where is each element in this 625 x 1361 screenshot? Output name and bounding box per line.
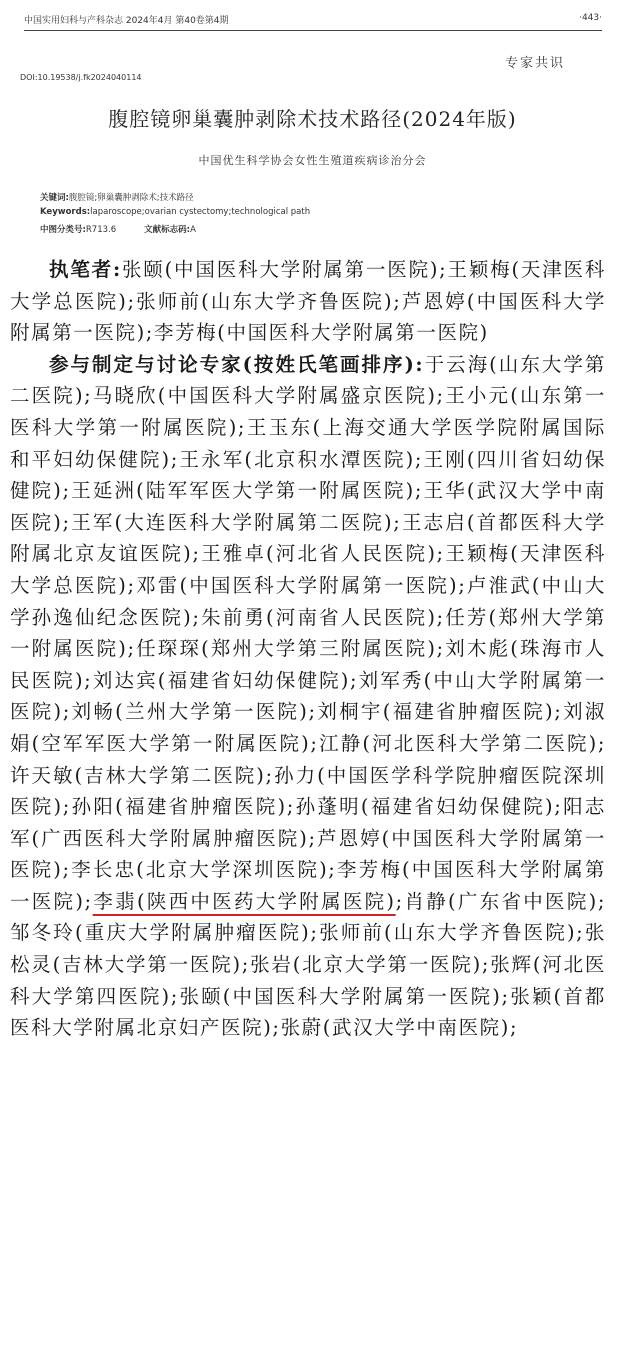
body-text [10,254,606,1044]
paper-title: 腹腔镜卵巢囊肿剥除术技术路径(2024年版) [108,107,517,131]
authors-label: 执笔者: [49,258,122,281]
highlighted-expert: 李翡(陕西中医药大学附属医院) [92,889,396,913]
authors-list: 张颐(中国医科大学附属第一医院);王颖梅(天津医科大学总医院);张师前(山东大学齐鲁医院);芦恩婷(中国医科大学附属第一医院);李芳梅(中国医科大学附属第一医院) [10,258,606,345]
doc-code-label: 文献标志码: [144,225,191,235]
page-number: ·443· [579,13,602,23]
clc-value: R713.6 [85,225,117,235]
doc-code-value: A [190,225,196,235]
authors-paragraph [10,254,606,349]
experts-list-part1: 于云海(山东大学第二医院);马晓欣(中国医科大学附属盛京医院);王小元(山东第一医科大学第一附属医院);王玉东(上海交通大学医学院附属国际和平妇幼保健院);王永军(北京积水潭医院);王刚(四川省妇幼保健院);王延洲(陆军军医大学第一附属医院);王华(武汉大学中南医院);王军(大连医科大学附属第二医院);王志启(首都医科大学附属北京友谊医院);王雅卓(河北省人民医院);王颖梅(天津医科大学总医院);邓雷(中国医科大学附属第一医院);卢淮武(中山大学孙逸仙纪念医院);朱前勇(河南省人民医院);任芳(郑州大学第一附属医院);任琛琛(郑州大学第三附属医院);刘木彪(珠海市人民医院);刘达宾(福建省妇幼保健院);刘军秀(中山大学附属第一医院);刘畅(兰州大学第一医院);刘桐宇(福建省肿瘤医院);刘淑娟(空军军医大学第一附属医院);江静(河北医科大学第二医院);许天敏(吉林大学第二医院);孙力(中国医学科学院肿瘤医院深圳医院);孙阳(福建省肿瘤医院);孙蓬明(福建省妇幼保健院);阳志军(广西医科大学附属肿瘤医院);芦恩婷(中国医科大学附属第一医院);李长忠(北京大学深圳医院);李芳梅(中国医科大学附属第一医院); [10,352,606,913]
experts-paragraph [10,349,606,1044]
keywords-en [40,207,310,217]
clc-label: 中图分类号: [40,225,86,235]
journal-info: 中国实用妇科与产科杂志 2024年4月 第40卷第4期 [24,16,229,26]
doi[interactable]: DOI:10.19538/j.fk2024040114 [20,73,142,82]
classification [40,223,196,235]
header-divider [24,30,602,31]
keywords-en-label: Keywords: [40,207,91,217]
experts-list-part2: ;肖静(广东省中医院);邹冬玲(重庆大学附属肿瘤医院);张师前(山东大学齐鲁医院);张松灵(吉林大学第一医院);张岩(北京大学第一医院);张辉(河北医科大学第四医院);张颐(中国医科大学附属第一医院);张颖(首都医科大学附属北京妇产医院);张蔚(武汉大学中南医院); [10,889,606,1040]
experts-label: 参与制定与讨论专家(按姓氏笔画排序): [49,352,425,376]
keywords-cn-label: 关键词: [40,193,69,203]
keywords-cn [40,191,194,203]
section-label: 专家共识 [504,56,565,71]
keywords-cn-value: 腹腔镜;卵巢囊肿剥除术;技术路径 [68,193,194,203]
author-society: 中国优生科学协会女性生殖道疾病诊治分会 [198,154,427,167]
keywords-en-value: laparoscope;ovarian cystectomy;technological path [90,207,311,217]
